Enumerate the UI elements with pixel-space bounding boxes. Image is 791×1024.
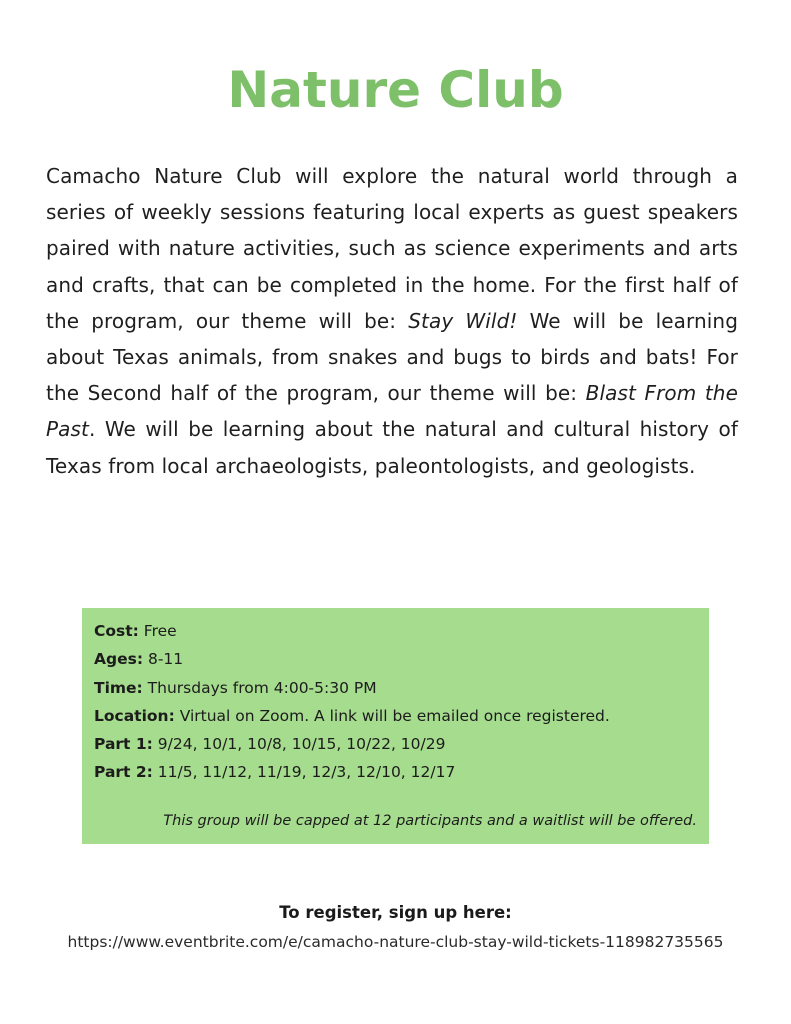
- info-label: Location:: [94, 706, 175, 725]
- register-heading: To register, sign up here:: [279, 903, 512, 922]
- info-label: Part 1:: [94, 735, 153, 754]
- info-row-ages: [94, 645, 709, 673]
- theme-1-name: Stay Wild!: [408, 308, 518, 333]
- capacity-note: This group will be capped at 12 participants and a waitlist will be offered.: [163, 813, 697, 829]
- info-value: Free: [138, 622, 177, 640]
- registration-section: [0, 898, 791, 956]
- description-text-2: We will be learning about Texas animals, from snakes and bugs to birds and bats! For the Second half of the program, our theme will be:: [46, 308, 738, 406]
- description-text-1: Camacho Nature Club will explore the natural world through a series of weekly sessions featuring local experts as guest speakers paired with nature activities, such as science experiments and arts and crafts, that can be completed in the home. For the first half of the program, our theme will be:: [46, 164, 738, 333]
- info-label: Part 2:: [94, 763, 153, 782]
- info-row-location: [94, 702, 709, 730]
- description-text-3: . We will be learning about the natural and cultural history of Texas from local archaeologists, paleontologists, and geologists.: [46, 417, 738, 478]
- register-link[interactable]: https://www.eventbrite.com/e/camacho-nature-club-stay-wild-tickets-118982735565: [67, 933, 724, 951]
- theme-2-name: Blast From the Past: [46, 381, 738, 442]
- page-title: Nature Club: [227, 61, 564, 119]
- info-label: Cost:: [94, 622, 139, 640]
- info-value: Thursdays from 4:00-5:30 PM: [142, 678, 377, 697]
- info-value: 11/5, 11/12, 11/19, 12/3, 12/10, 12/17: [152, 763, 456, 782]
- info-box: [82, 608, 709, 844]
- info-row-part-2: [94, 758, 709, 786]
- info-value: 9/24, 10/1, 10/8, 10/15, 10/22, 10/29: [152, 735, 446, 754]
- info-label: Ages:: [94, 650, 144, 669]
- info-value: 8-11: [143, 650, 184, 669]
- info-row-part-1: [94, 730, 709, 758]
- info-row-cost: [94, 617, 709, 645]
- info-label: Time:: [94, 678, 143, 697]
- info-value: Virtual on Zoom. A link will be emailed once registered.: [174, 706, 610, 725]
- program-description: [46, 158, 738, 484]
- info-row-time: [94, 674, 709, 702]
